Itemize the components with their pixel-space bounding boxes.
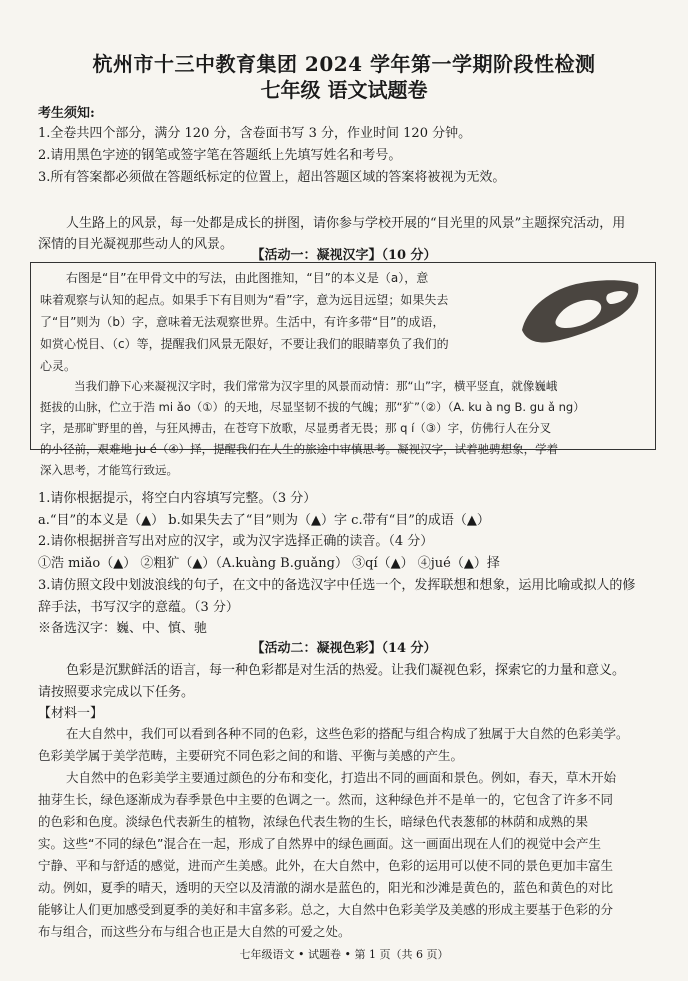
question-line: ①浩 miǎo（▲） ②粗犷（▲）（A.kuàng B.guǎng） ③qí（▲） ④jué（▲）择 (38, 556, 500, 571)
box-line: 当我们静下心来凝视汉字时，我们常常为汉字里的风景而动情：那“山”字，横平竖直，就像巍峨 (74, 379, 558, 393)
exam-subtitle: 七年级 语文试题卷 (260, 78, 428, 102)
material-line: 的色彩和色度。淡绿色代表新生的植物，浓绿色代表生物的生长，暗绿色代表葱郁的林荫和成熟的果 (38, 814, 589, 829)
activity2-intro: 请按照要求完成以下任务。 (38, 685, 195, 700)
material-line: 大自然中的色彩美学主要通过颜色的分布和变化，打造出不同的画面和景色。例如，春天，草木开始 (66, 770, 617, 785)
box-line: 右图是“目”在甲骨文中的写法，由此图推知，“目”的本义是（a），意 (66, 271, 429, 285)
notice-item: 2.请用黑色字迹的钢笔或签字笔在答题纸上先填写姓名和考号。 (38, 148, 402, 163)
box-line: 了“目”则为（b）字，意味着无法观察世界。生活中，有许多带“目”的成语， (40, 315, 445, 329)
intro-line: 深情的目光凝视那些动人的风景。 (38, 237, 234, 252)
box-line: 深入思考，才能笃行致远。 (40, 463, 178, 477)
material-line: 宁静、平和与舒适的感觉，进而产生美感。此外，在大自然中，色彩的运用可以使不同的景色更加丰富生 (38, 858, 614, 873)
material-line: 能够让人们更加感受到夏季的美好和丰富多彩。总之，大自然中色彩美学及美感的形成主要基于色彩的分 (38, 902, 614, 917)
question-line: ※备选汉字：巍、中、慎、驰 (38, 621, 208, 636)
question-line: 辞手法，书写汉字的意蕴。（3 分） (38, 600, 239, 615)
question-line: 1.请你根据提示，将空白内容填写完整。（3 分） (38, 491, 317, 506)
question-line: 3.请仿照文段中划波浪线的句子，在文中的备选汉字中任选一个，发挥联想和想象，运用比喻或拟人的修 (38, 578, 636, 593)
box-line: 挺拔的山脉，伫立于浩 mi ǎo（①）的天地，尽显坚韧不拔的气魄；那“犷”（②）（A. ku à ng B. gu ǎ ng） (40, 400, 585, 414)
material-line: 动。例如，夏季的晴天，透明的天空以及清澈的湖水是蓝色的，阳光和沙滩是黄色的，蓝色和黄色的对比 (38, 880, 614, 895)
material-line: 布与组合，而这些分布与组合也正是大自然的可爱之处。 (38, 924, 351, 939)
material-line: 抽芽生长，绿色逐渐成为春季景色中主要的色调之一。然而，这种绿色并不是单一的，它包含了许多不同 (38, 792, 614, 807)
exam-title: 杭州市十三中教育集团 2024 学年第一学期阶段性检测 (92, 52, 596, 76)
activity2-intro: 色彩是沉默鲜活的语言，每一种色彩都是对生活的热爱。让我们凝视色彩，探索它的力量和意义。 (66, 663, 626, 678)
box-line: 如赏心悦目、（c）等，提醒我们风景无限好，不要让我们的眼睛辜负了我们的 (40, 337, 449, 351)
question-line: 2.请你根据拼音写出对应的汉字，或为汉字选择正确的读音。（4 分） (38, 534, 434, 549)
material-line: 实。这些“不同的绿色”混合在一起，形成了自然界中的绿色画面。这一画面出现在人们的视觉中会产生 (38, 836, 601, 851)
activity2-heading: 【活动二：凝视色彩】（14 分） (251, 641, 437, 656)
material-line: 在大自然中，我们可以看到各种不同的色彩，这些色彩的搭配与组合构成了独属于大自然的色彩美学。 (66, 726, 629, 741)
activity1-heading: 【活动一：凝视汉字】（10 分） (251, 248, 437, 263)
box-line: 心灵。 (40, 359, 77, 373)
intro-line: 人生路上的风景，每一处都是成长的拼图，请你参与学校开展的“目光里的风景”主题探究活动，用 (66, 216, 626, 231)
notice-heading: 考生须知: (38, 106, 95, 121)
oracle-eye-glyph-icon (516, 272, 648, 348)
question-line: a.“目”的本义是（▲） b.如果失去了“目”则为（▲）字 c.带有“目”的成语（▲） (38, 513, 490, 528)
material-label: 【材料一】 (38, 706, 104, 721)
box-line: 字，是那旷野里的兽，与狂风搏击，在苍穹下放歌，尽显勇者无畏；那 q í（③）字，仿佛行人在分叉 (40, 421, 552, 435)
box-line: 味着观察与认知的起点。如果手下有目则为“看”字，意为远目远望；如果失去 (40, 293, 449, 307)
material-line: 色彩美学属于美学范畴，主要研究不同色彩之间的和谐、平衡与美感的产生。 (38, 748, 464, 763)
page-footer: 七年级语文 • 试题卷 • 第 1 页（共 6 页） (239, 948, 449, 961)
box-line: 的小径前，艰难地 ju é（④）择，提醒我们在人生的旅途中审慎思考。凝视汉字，试着驰骋想象，学着 (40, 442, 559, 456)
notice-item: 3.所有答案都必须做在答题纸标定的位置上，超出答题区域的答案将被视为无效。 (38, 170, 506, 185)
notice-item: 1.全卷共四个部分，满分 120 分，含卷面书写 3 分，作业时间 120 分钟。 (38, 126, 472, 141)
